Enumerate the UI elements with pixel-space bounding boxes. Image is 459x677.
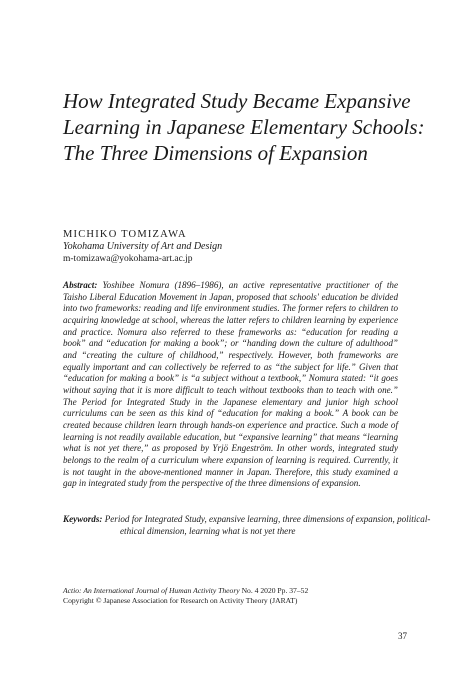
journal-issue: No. 4 2020 Pp. 37–52 (241, 586, 309, 595)
keywords (63, 514, 455, 537)
title-line-2: Learning in Japanese Elementary Schools: (63, 115, 425, 139)
keywords-label: Keywords: (63, 514, 103, 524)
journal-name: Actio: An International Journal of Human Activity Theory (63, 586, 240, 595)
title-line-1: How Integrated Study Became Expansive (63, 89, 411, 113)
page-number: 37 (398, 631, 407, 641)
copyright-notice: Copyright © Japanese Association for Research on Activity Theory (JARAT) (63, 595, 298, 605)
author-email[interactable]: m-tomizawa@yokohama-art.ac.jp (63, 254, 193, 264)
author-name: MICHIKO TOMIZAWA (63, 229, 187, 240)
abstract-label: Abstract: (63, 280, 98, 290)
author-block (63, 228, 423, 265)
title-line-3: The Three Dimensions of Expansion (63, 141, 368, 165)
journal-citation (63, 586, 423, 596)
journal-footer (63, 586, 423, 605)
abstract (63, 280, 398, 490)
article-title (63, 88, 423, 166)
author-affiliation: Yokohama University of Art and Design (63, 241, 223, 252)
keywords-text: Period for Integrated Study, expansive learning, three dimensions of expansion, political-ethical dimension, learning what is not yet there (104, 514, 431, 536)
abstract-text: Yoshibee Nomura (1896–1986), an active representative practitioner of the Taisho Liberal Education Movement in Japan, proposed that schools' education be divided into two frameworks: reading and life environment studies. The former refers to children to acquiring knowledge at school, whereas the latter refers to children learning by experience and practice. Nomura also referred to these frameworks as: “education for reading a book” and “education for making a book”; or “handing down the culture of adulthood” and “creating the culture of childhood,” respectively. However, both frameworks are equally important and can collectively be referred to as “the subject for life.” Given that “education for making a book” is “a subject without a textbook,” Nomura stated: “it goes without saying that it is more difficult to teach without textbooks than to teach with one.” The Period for Integrated Study in the Japanese elementary and junior high school curriculums can be seen as this kind of “education for making a book.” A book can be created because children learn through hands-on experience and practice. Such a mode of learning is not readily available education, but “expansive learning” that means “learning what is not yet there,” as proposed by Yrjö Engeström. In other words, integrated study belongs to the realm of a curriculum where expansion of learning is required. Currently, it is not taught in the above-mentioned manner in Japan. Therefore, this study examined a gap in integrated study from the perspective of the three dimensions of expansion. (63, 280, 398, 489)
